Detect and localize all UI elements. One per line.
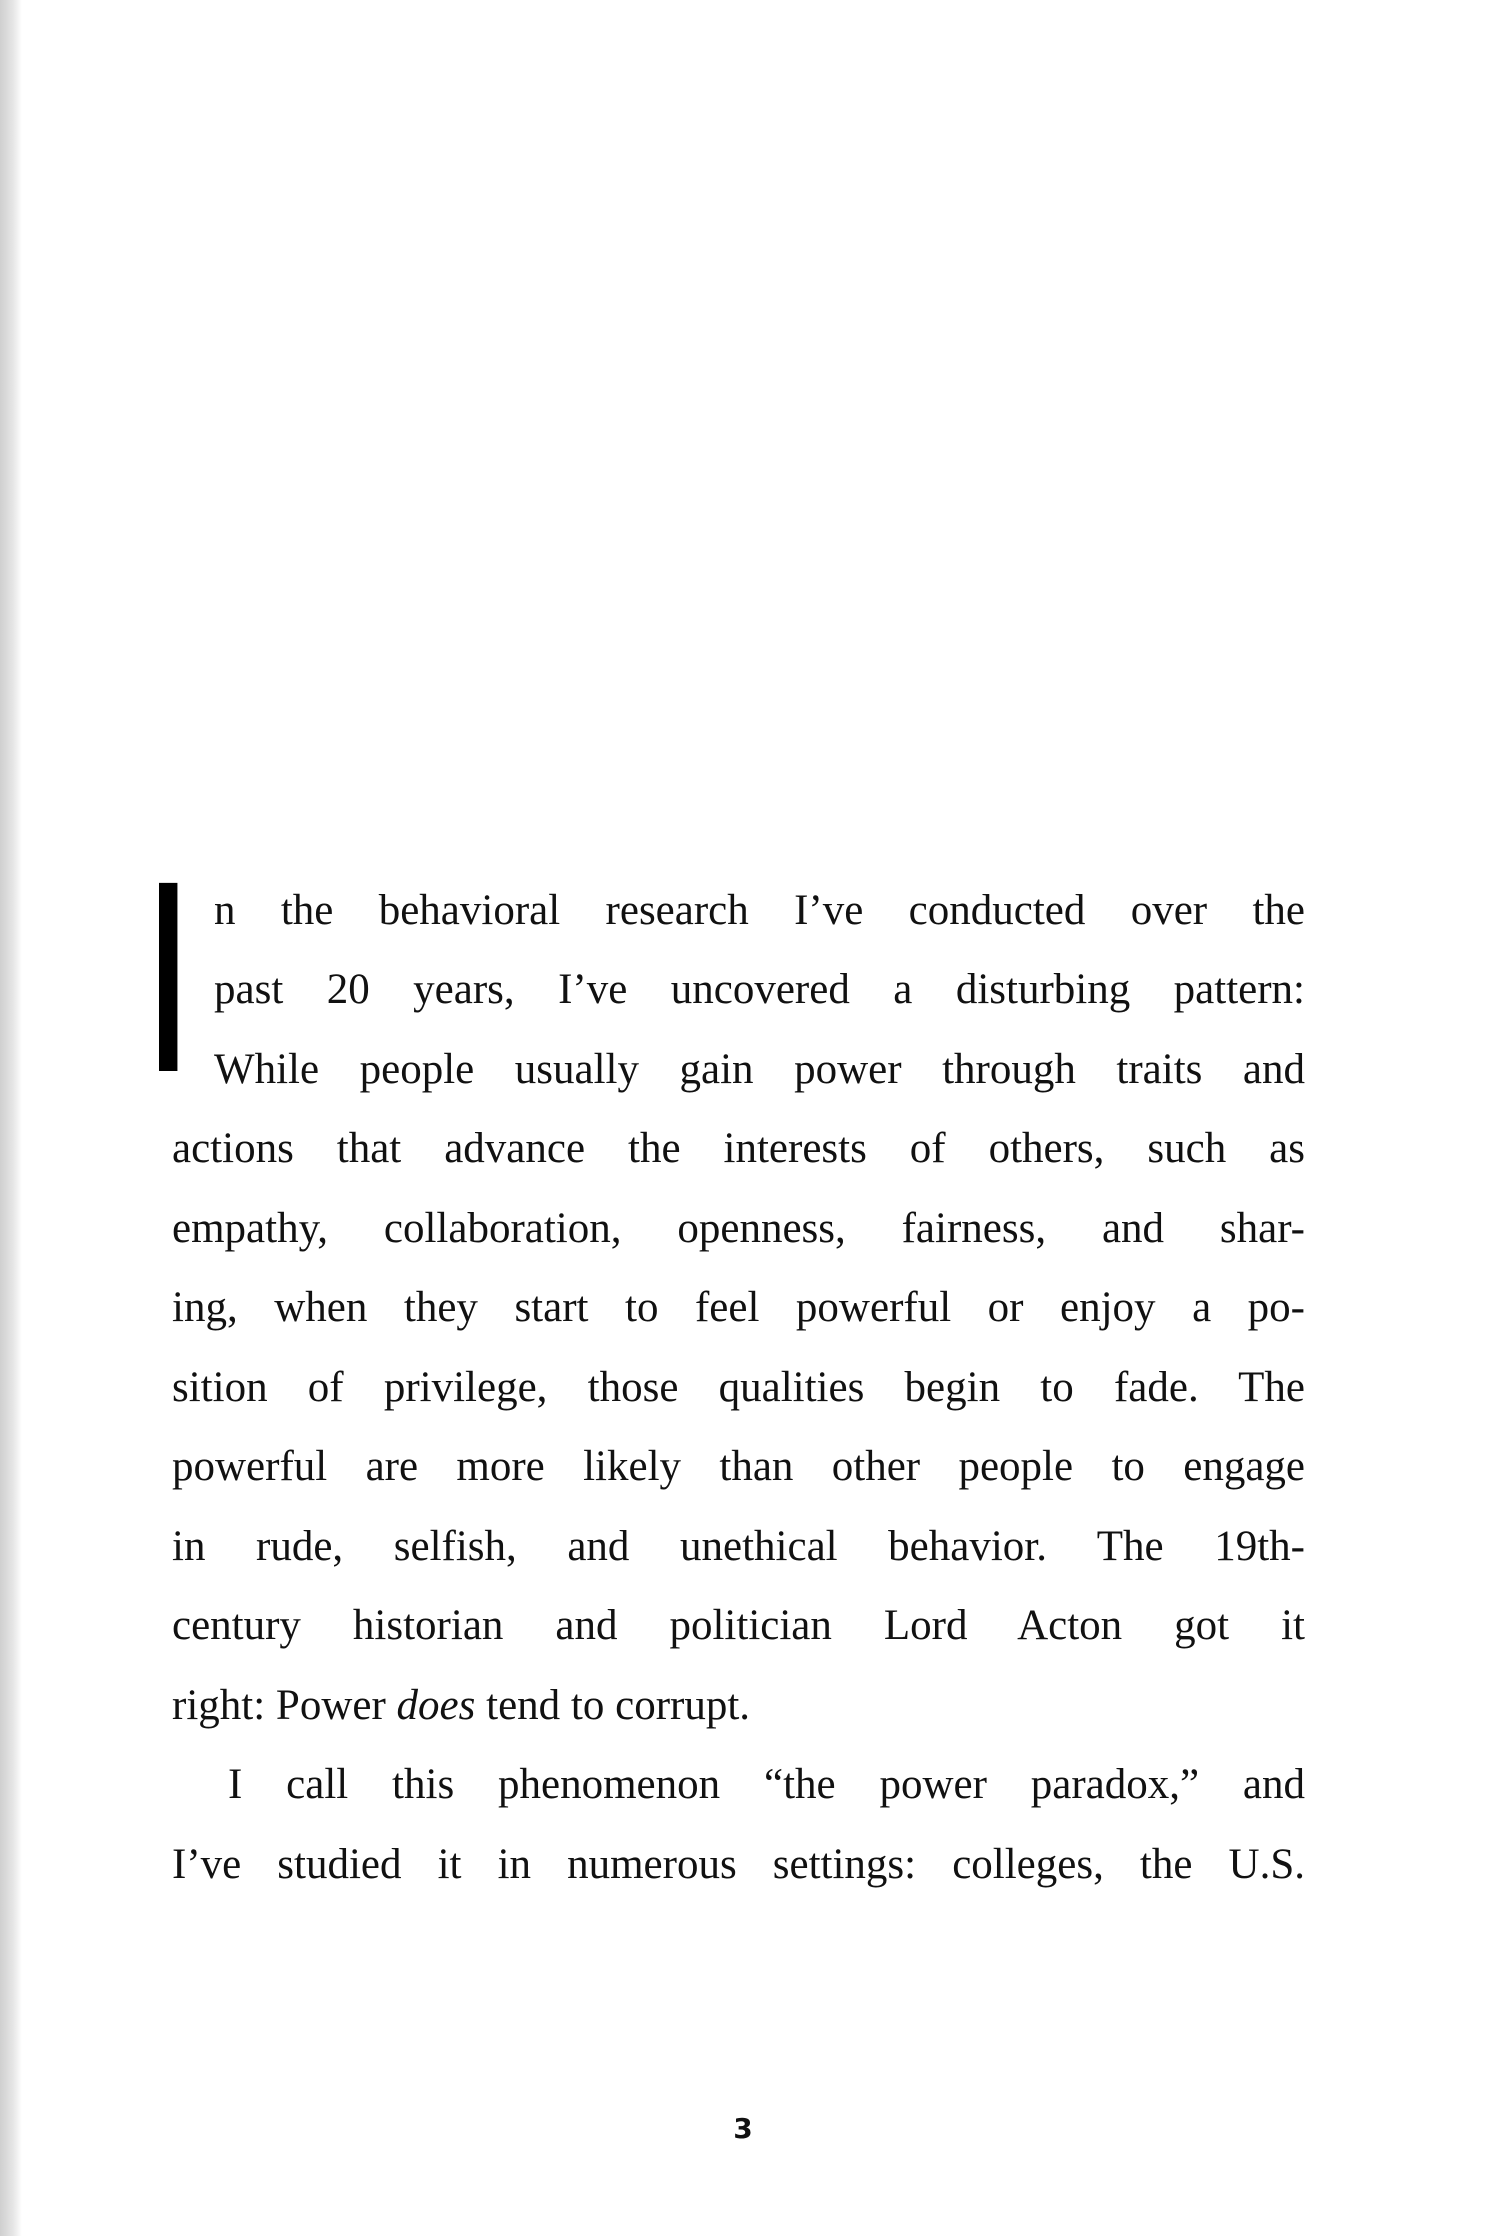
text-line: ing, when they start to feel powerful or enjoy a po- (172, 1284, 1305, 1331)
italic-emphasis: does (396, 1682, 476, 1729)
text-line: empathy, collaboration, openness, fairness, and shar- (172, 1205, 1305, 1252)
drop-cap (150, 832, 189, 1132)
text-segment: right: Power (172, 1682, 397, 1729)
text-line-last (172, 1684, 1305, 1727)
text-line: actions that advance the interests of others, such as (172, 1125, 1305, 1172)
drop-cap-letter: I (150, 832, 187, 1132)
text-line: While people usually gain power through traits and (214, 1046, 1305, 1093)
text-line: century historian and politician Lord Acton got it (172, 1602, 1305, 1649)
page-number: 3 (733, 2112, 753, 2145)
text-line: in rude, selfish, and unethical behavior. The 19th- (172, 1523, 1305, 1570)
text-line: powerful are more likely than other people to engage (172, 1443, 1305, 1490)
text-segment: tend to corrupt. (475, 1682, 751, 1729)
text-line: I’ve studied it in numerous settings: colleges, the U.S. (172, 1841, 1305, 1888)
scan-edge (0, 0, 22, 2236)
text-line: past 20 years, I’ve uncovered a disturbing pattern: (214, 966, 1305, 1013)
text-line: sition of privilege, those qualities begin to fade. The (172, 1364, 1305, 1411)
text-line: I call this phenomenon “the power paradox,” and (228, 1761, 1305, 1808)
text-line: n the behavioral research I’ve conducted over the (214, 887, 1305, 934)
